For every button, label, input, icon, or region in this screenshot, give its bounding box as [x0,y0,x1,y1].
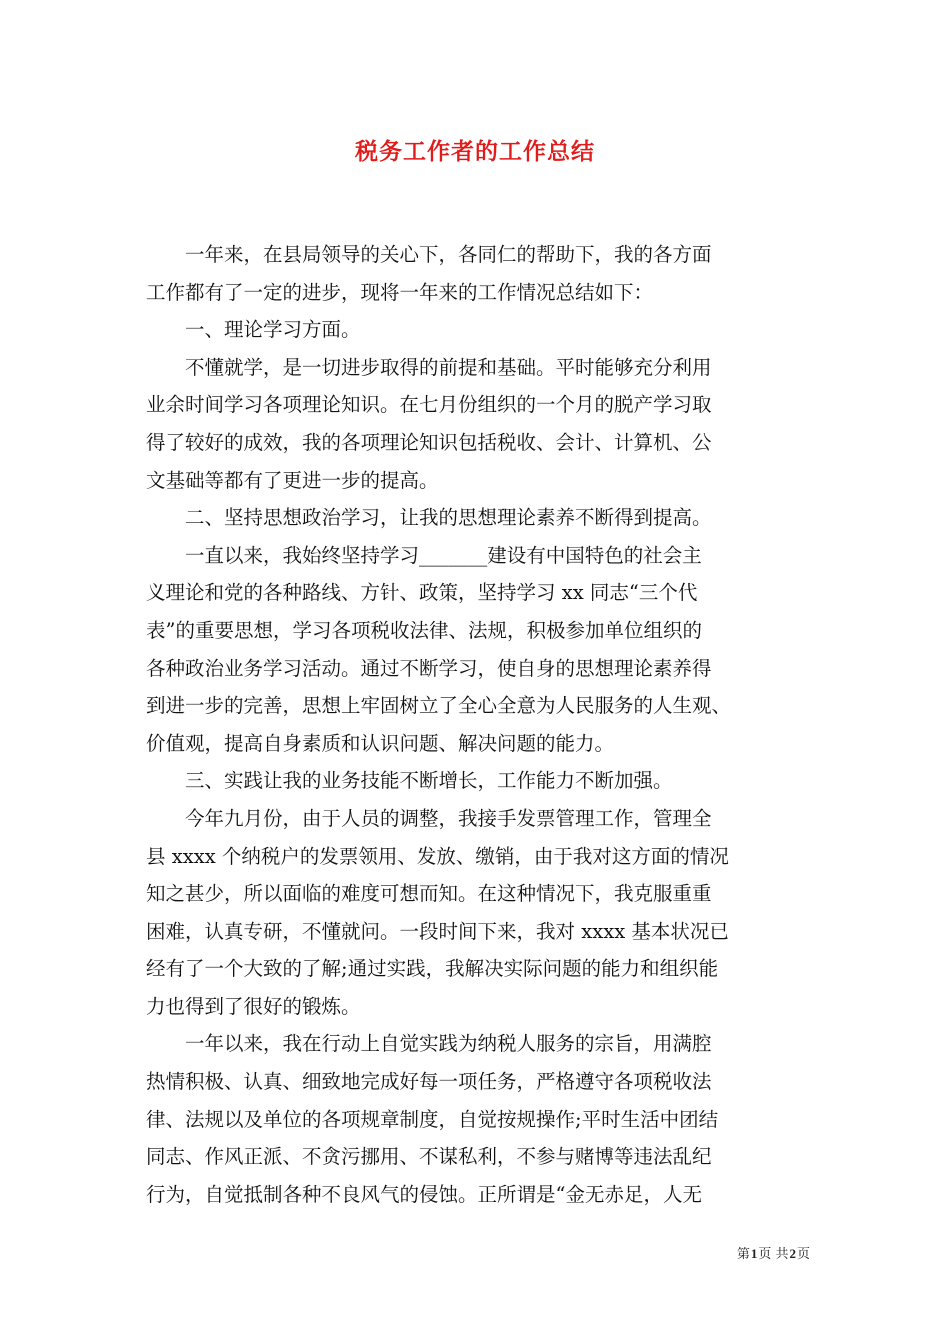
body-line: 困难，认真专研，不懂就问。一段时间下来，我对 xxxx 基本状况已 [146,919,729,943]
section-heading: 一、理论学习方面。 [185,318,361,342]
body-line: 各种政治业务学习活动。通过不断学习，使自身的思想理论素养得 [146,656,712,680]
current-page-number: 1 [750,1246,758,1261]
footer-prefix: 第 [736,1247,750,1262]
document-title: 税务工作者的工作总结 [355,138,595,165]
body-line: 同志、作风正派、不贪污挪用、不谋私利，不参与赌博等违法乱纪 [146,1145,712,1169]
body-line: 行为，自觉抵制各种不良风气的侵蚀。正所谓是“金无赤足，人无 [146,1182,702,1206]
body-line: 知之甚少，所以面临的难度可想而知。在这种情况下，我克服重重 [146,882,712,906]
body-line: 义理论和党的各种路线、方针、政策，坚持学习 xx 同志“三个代 [146,581,698,605]
body-line: 得了较好的成效，我的各项理论知识包括税收、会计、计算机、公 [146,430,712,454]
body-line: 力也得到了很好的锻炼。 [146,994,361,1018]
body-line: 工作都有了一定的进步，现将一年来的工作情况总结如下： [146,280,654,304]
total-page-number: 2 [789,1246,796,1261]
page-number-footer [700,1243,810,1262]
body-line: 热情积极、认真、细致地完成好每一项任务，严格遵守各项税收法 [146,1070,712,1094]
footer-middle: 页 共 [758,1247,789,1262]
body-line: 县 xxxx 个纳税户的发票领用、发放、缴销，由于我对这方面的情况 [146,844,729,868]
body-line: 到进一步的完善，思想上牢固树立了全心全意为人民服务的人生观、 [146,694,732,718]
body-line: 业余时间学习各项理论知识。在七月份组织的一个月的脱产学习取 [146,393,712,417]
section-heading: 三、实践让我的业务技能不断增长，工作能力不断加强。 [185,769,673,793]
body-line: 一年来，在县局领导的关心下，各同仁的帮助下，我的各方面 [185,243,712,266]
body-line: 价值观，提高自身素质和认识问题、解决问题的能力。 [146,731,615,755]
body-line: 律、法规以及单位的各项规章制度，自觉按规操作;平时生活中团结 [146,1107,719,1131]
body-line: 不懂就学，是一切进步取得的前提和基础。平时能够充分利用 [185,355,712,379]
body-line: 一直以来，我始终坚持学习_______建设有中国特色的社会主 [185,543,702,567]
document-body [146,236,826,1213]
body-line: 今年九月份，由于人员的调整，我接手发票管理工作，管理全 [185,806,712,830]
footer-suffix: 页 [796,1247,810,1262]
body-line: 经有了一个大致的了解;通过实践，我解决实际问题的能力和组织能 [146,957,719,981]
body-line: 一年以来，我在行动上自觉实践为纳税人服务的宗旨，用满腔 [185,1032,712,1056]
body-line: 文基础等都有了更进一步的提高。 [146,468,439,492]
body-line: 表”的重要思想，学习各项税收法律、法规，积极参加单位组织的 [146,618,702,642]
section-heading: 二、坚持思想政治学习，让我的思想理论素养不断得到提高。 [185,506,712,530]
